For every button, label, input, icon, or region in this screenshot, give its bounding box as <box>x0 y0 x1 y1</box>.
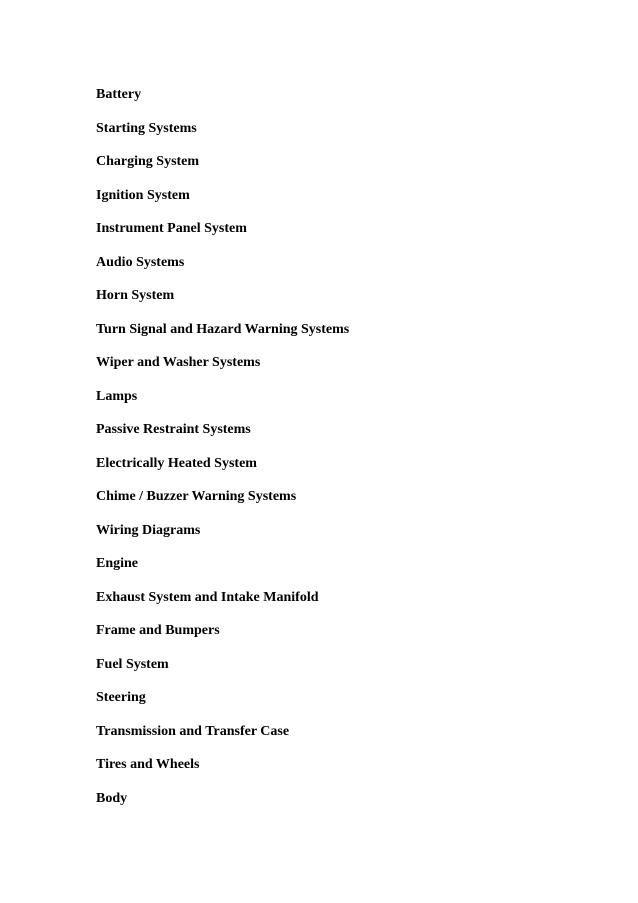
list-item-electrically-heated: Electrically Heated System <box>96 455 257 471</box>
section-list <box>96 86 349 823</box>
list-item-passive-restraint: Passive Restraint Systems <box>96 422 251 437</box>
list-item-starting-systems: Starting Systems <box>96 120 197 136</box>
list-item-turn-signal-hazard: Turn Signal and Hazard Warning Systems <box>96 321 350 337</box>
list-item-wiper-washer: Wiper and Washer Systems <box>96 355 261 370</box>
list-item-wiring-diagrams: Wiring Diagrams <box>96 522 201 538</box>
list-item-exhaust-intake: Exhaust System and Intake Manifold <box>96 589 319 605</box>
list-item-lamps: Lamps <box>96 388 138 404</box>
list-item-ignition-system: Ignition System <box>96 187 190 203</box>
list-item-tires-wheels: Tires and Wheels <box>96 757 200 772</box>
list-item-horn-system: Horn System <box>96 288 175 303</box>
list-item-engine: Engine <box>96 556 139 571</box>
list-item-audio-systems: Audio Systems <box>96 254 185 270</box>
list-item-frame-bumpers: Frame and Bumpers <box>96 623 220 638</box>
list-item-transmission-transfer: Transmission and Transfer Case <box>96 723 290 739</box>
list-item-instrument-panel-system: Instrument Panel System <box>96 221 247 236</box>
list-item-fuel-system: Fuel System <box>96 656 169 672</box>
list-item-chime-buzzer: Chime / Buzzer Warning Systems <box>96 489 297 504</box>
list-item-charging-system: Charging System <box>96 154 200 169</box>
list-item-battery: Battery <box>96 87 142 102</box>
list-item-steering: Steering <box>96 690 146 705</box>
list-item-body: Body <box>96 790 128 806</box>
